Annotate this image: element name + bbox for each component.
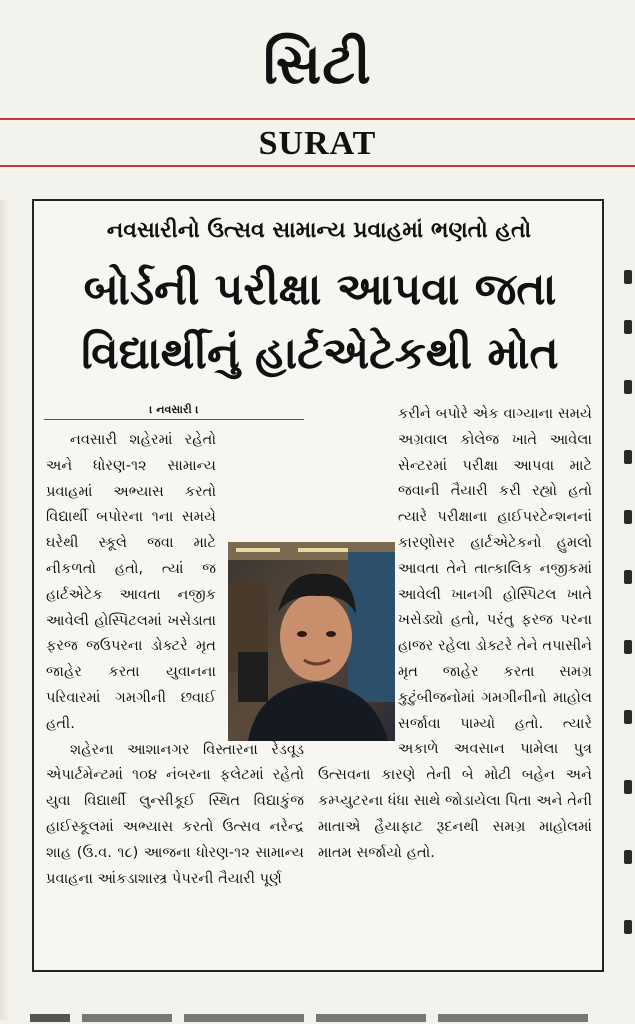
column-1-paragraph-1: નવસારી શહેરમાં રહેતો અને ધોરણ-૧૨ સામાન્ય પ્રવાહમાં અભ્યાસ કરતો વિદ્યાર્થી બપોરના ૧ના સમયે ઘરેથી સ્કૂલે જવા માટે નીકળતો હતો, ત્યાં જ હાર્ટએટેક આવતા નજીક આવેલી હોસ્પિટલમાં ખસેડાતા ફરજ જઉપરના ડોક્ટરે મૃત જાહેર કરતા યુવાનના પરિવારમાં ગમગીની છવાઈ હતી. bbox=[46, 431, 216, 732]
article-kicker: નવસારીનો ઉત્સવ સામાન્ય પ્રવાહમાં ભણતો હતો bbox=[106, 218, 532, 243]
bottom-red-rule bbox=[0, 165, 635, 167]
column-2-text: કરીને બપોરે એક વાગ્યાના સમયે અગ્રવાલ કોલેજ ખાતે આવેલા સેન્ટરમાં પરીક્ષા આપવા માટે જવાની તૈયારી કરી રહ્યો હતો ત્યારે પરીક્ષાના હાઈપરટેન્શનનાં કારણોસર હાર્ટએટેકનો હુમલો આવતા તેને તાત્કાલિક નજીકમાં આવેલી ખાનગી હોસ્પિટલ ખાતે ખસેડ્યો હતો, પરંતુ ફરજ પરના હાજર રહેલા ડોક્ટરે તેને તપાસીને મૃત જાહેર કરતા સમગ્ર કુટુંબીજનોમાં ગમગીનીનો માહોલ સર્જાવા પામ્યો હતો. ત્યારે અકાળે અવસાન પામેલા પુત્ર ઉત્સવના કારણે તેની બે મોટી બહેન અને કમ્પ્યુટરના ધંધા સાથે જોડાયેલા પિતા અને તેની માતાએ હૈયાફાટ રૂદનથી સમગ્ર માહોલમાં માતમ સર્જાયો હતો. bbox=[318, 405, 592, 861]
headline-line-1: બોર્ડની પરીક્ષા આપવા જતા bbox=[83, 264, 557, 315]
dateline: । નવસારી । bbox=[44, 401, 304, 420]
headline-line-2: વિદ્યાર્થીનું હાર્ટએટેકથી મોત bbox=[81, 328, 559, 379]
next-article-cutoff bbox=[30, 1008, 610, 1024]
page-left-edge bbox=[0, 200, 10, 1020]
masthead-title: સિટી bbox=[263, 32, 372, 97]
news-article-box bbox=[32, 199, 604, 972]
top-red-rule bbox=[0, 118, 635, 120]
section-name: SURAT bbox=[258, 125, 377, 162]
column-1-paragraph-2: શહેરના આશાનગર વિસ્તારના રેડવૂડ એપાર્ટમેન્ટમાં ૧૦૪ નંબરના ફલેટમાં રહેતો યુવા વિદ્યાર્થી લુન્સીકૂઈ સ્થિત વિદ્યાકુંજ હાઈસ્કૂલમાં અભ્યાસ કરતો ઉત્સવ નરેન્દ્ર શાહ (ઉ.વ. ૧૮) આજના ધોરણ-૧૨ સામાન્ય પ્રવાહના આંકડાશાસ્ત્ર પેપરની તૈયારી પૂર્ણ bbox=[46, 740, 304, 887]
student-photo bbox=[228, 542, 395, 741]
page-right-edge bbox=[622, 260, 635, 1020]
